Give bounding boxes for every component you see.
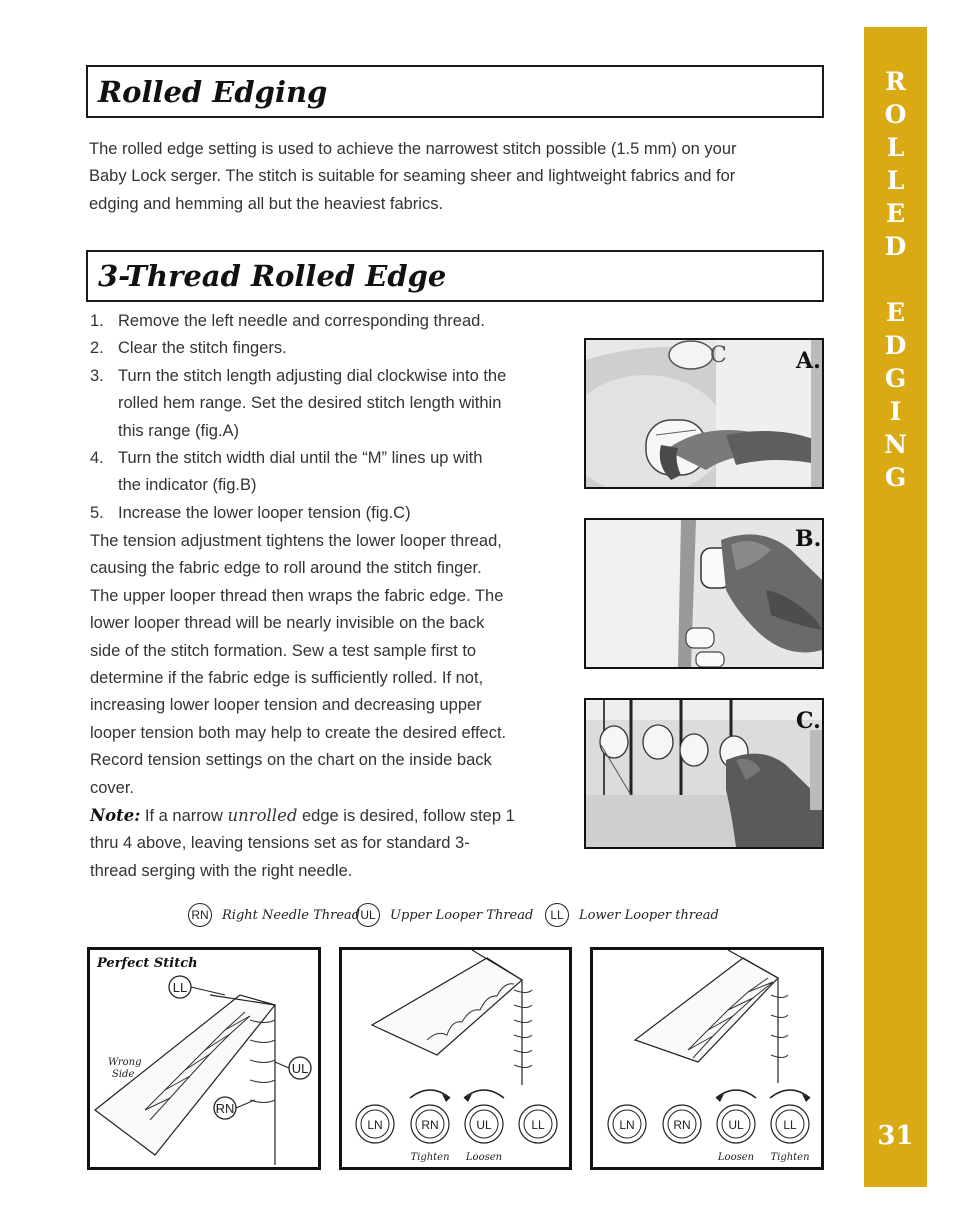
svg-text:Loosen: Loosen bbox=[465, 1152, 503, 1163]
rolled-edging-title-box bbox=[86, 65, 824, 118]
section-title-rolled-edging: Rolled Edging bbox=[98, 74, 328, 109]
svg-text:LL: LL bbox=[531, 1118, 545, 1132]
figure-c-label: C. bbox=[796, 708, 821, 734]
svg-text:RN: RN bbox=[673, 1118, 691, 1132]
tight-lower-illustration bbox=[593, 950, 821, 1167]
svg-text:Side: Side bbox=[112, 1069, 135, 1080]
rolled-intro-paragraph bbox=[89, 136, 809, 218]
ll-badge-icon: LL bbox=[545, 903, 569, 927]
three-thread-title-box bbox=[86, 250, 824, 302]
note: Note: If a narrow unrolled edge is desired, follow step 1 bbox=[90, 806, 515, 826]
svg-text:Wrong: Wrong bbox=[108, 1057, 142, 1068]
figure-b-label: B. bbox=[795, 526, 822, 552]
figure-b-image bbox=[586, 520, 822, 667]
perfect-stitch-illustration bbox=[90, 950, 318, 1167]
tight-upper-illustration bbox=[342, 950, 569, 1167]
svg-text:LL: LL bbox=[783, 1118, 797, 1132]
step-item: 3. Turn the stitch length adjusting dial clockwise into the rolled hem range. Set the desired stitch length within this range (fig.A) bbox=[90, 366, 507, 440]
legend-ll: LL Lower Looper thread bbox=[545, 903, 719, 927]
tension-explanation: The tension adjustment tightens the lower looper thread, causing the fabric edge to roll around the stitch finger. The upper looper thread then wraps the fabric edge. The lower looper thread will be nearly invisible on the back side of the stitch formation. Sew a test sample first to determine if the fabric edge is sufficiently rolled. If not, increasing lower looper tension and decreasing upper looper tension both may help to create the desired effect. Record tension settings on the chart on the inside back cover. Note: If a narrow unrolled edge is desired, follow step 1 thru 4 above, leaving tensions set as for standard 3- thread serging with the right needle. bbox=[90, 528, 560, 885]
figure-c-image bbox=[586, 700, 822, 847]
svg-text:LN: LN bbox=[367, 1118, 383, 1132]
svg-text:Loosen: Loosen bbox=[717, 1152, 755, 1163]
intro-line: edging and hemming all but the heaviest fabrics. bbox=[89, 194, 444, 213]
diagram-tight-upper bbox=[339, 947, 572, 1170]
intro-line: The rolled edge setting is used to achieve the narrowest stitch possible (1.5 mm) on your bbox=[89, 140, 737, 158]
figure-a-label: A. bbox=[796, 348, 821, 374]
svg-text:Tighten: Tighten bbox=[770, 1152, 810, 1163]
step-item: 4. Turn the stitch width dial until the “M” lines up with the indicator (fig.B) bbox=[90, 449, 483, 495]
step-item: 2. Clear the stitch fingers. bbox=[90, 339, 287, 358]
diagram-perfect-stitch bbox=[87, 947, 321, 1170]
ul-badge-icon: UL bbox=[356, 903, 380, 927]
svg-text:UL: UL bbox=[291, 1061, 309, 1076]
page-number: 31 bbox=[877, 1121, 914, 1151]
svg-text:RN: RN bbox=[421, 1118, 439, 1132]
sidebar-chapter-title: R O L L E D E D G I N G bbox=[884, 67, 907, 492]
svg-text:UL: UL bbox=[728, 1118, 744, 1132]
legend-ul: UL Upper Looper Thread bbox=[356, 903, 533, 927]
svg-text:UL: UL bbox=[476, 1118, 492, 1132]
chapter-sidebar bbox=[864, 27, 927, 1187]
intro-line: Baby Lock serger. The stitch is suitable for seaming sheer and lightweight fabrics and for bbox=[89, 167, 736, 186]
svg-text:Tighten: Tighten bbox=[410, 1152, 450, 1163]
rn-badge-icon: RN bbox=[188, 903, 212, 927]
svg-text:LN: LN bbox=[619, 1118, 635, 1132]
figure-c-photo bbox=[584, 698, 824, 849]
diagram-tight-lower bbox=[590, 947, 824, 1170]
svg-text:C: C bbox=[710, 343, 727, 368]
steps-list bbox=[88, 308, 558, 527]
step-item: 5. Increase the lower looper tension (fig.C) bbox=[90, 503, 411, 522]
figure-a-photo bbox=[584, 338, 824, 489]
svg-text:RN: RN bbox=[215, 1101, 235, 1116]
legend-rn: RN Right Needle Thread bbox=[188, 903, 360, 927]
step-item: 1. Remove the left needle and corresponding thread. bbox=[90, 312, 485, 330]
section-title-three-thread: 3-Thread Rolled Edge bbox=[98, 259, 447, 293]
figure-b-photo bbox=[584, 518, 824, 669]
figure-a-image bbox=[586, 340, 822, 487]
svg-text:LL: LL bbox=[172, 980, 188, 995]
svg-text:Perfect Stitch: Perfect Stitch bbox=[97, 956, 198, 971]
